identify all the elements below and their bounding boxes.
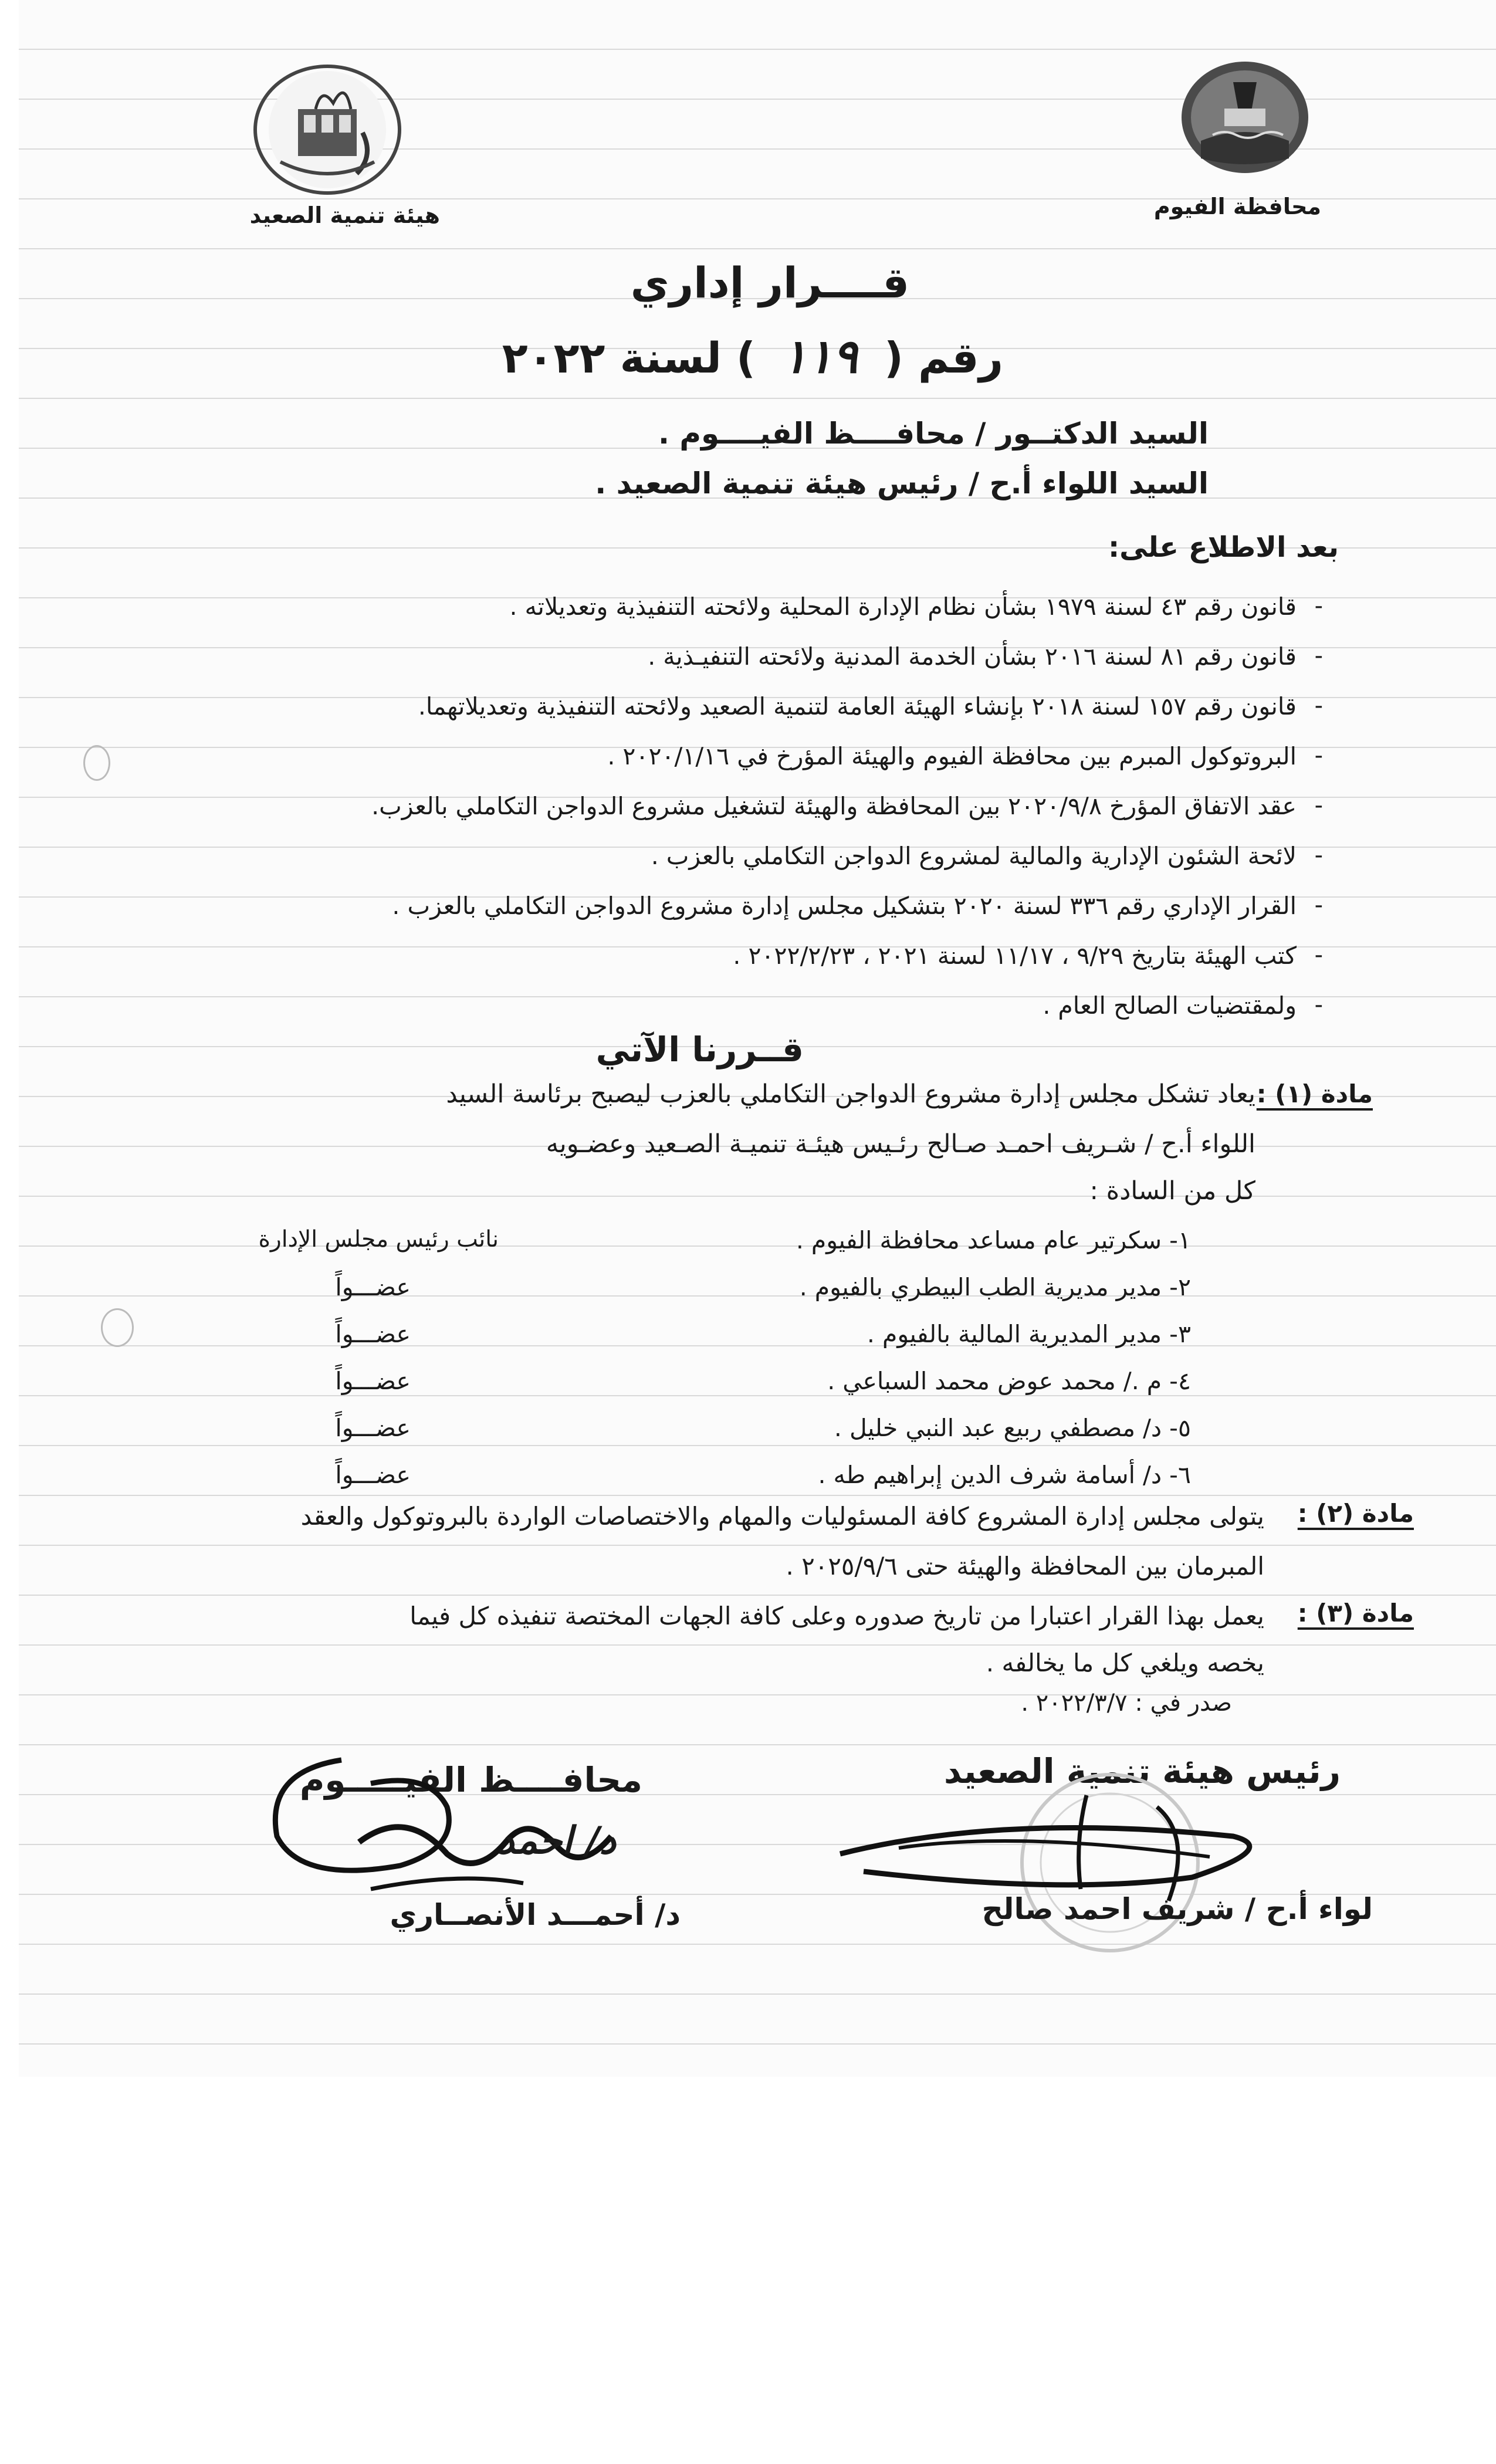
left-signatory-title: محافــــظ الفيـــــوم (299, 1760, 642, 1800)
article-1-line-3: كل من السادة : (1089, 1176, 1255, 1206)
reference-9: ولمقتضيات الصالح العام . (1043, 991, 1297, 1020)
addressee-2: السيد اللواء أ.ح / رئيس هيئة تنمية الصعيد . (595, 466, 1209, 500)
article-3-line-2: يخصه ويلغي كل ما يخالفه . (986, 1649, 1264, 1677)
decision-heading: قــررنا الآتي (595, 1030, 804, 1069)
left-handwritten-signature: د/ احمد (497, 1819, 616, 1863)
left-org-name: هيئة تنمية الصعيد (249, 202, 440, 228)
decision-number: ١١٩ (781, 329, 858, 384)
reference-3: قانون رقم ١٥٧ لسنة ٢٠١٨ بإنشاء الهيئة العامة لتنمية الصعيد ولائحته التنفيذية وتعديلاتهما. (418, 692, 1297, 720)
bullet: - (1314, 942, 1323, 969)
member-2-role: عضـــواً (335, 1273, 411, 1301)
article-1-line-2: اللواء أ.ح / شـريف احمـد صـالح رئـيس هيئـة تنميـة الصـعيد وعضـويه (546, 1129, 1255, 1159)
hole-punch-mark (83, 745, 110, 781)
decision-number-prefix: رقم ( (884, 333, 1003, 383)
reference-4: البروتوكول المبرم بين محافظة الفيوم والهيئة المؤرخ في ٢٠٢٠/١/١٦ . (607, 742, 1297, 770)
bullet: - (1314, 742, 1323, 769)
bullet: - (1314, 692, 1323, 719)
authority-emblem-icon (257, 68, 398, 191)
issue-date: صدر في : ٢٠٢٢/٣/٧ . (1021, 1690, 1232, 1717)
preamble-heading: بعد الاطلاع على: (1108, 531, 1339, 564)
reference-6: لائحة الشئون الإدارية والمالية لمشروع الدواجن التكاملي بالعزب . (651, 842, 1297, 870)
member-5-role: عضـــواً (335, 1414, 411, 1442)
document-page (19, 0, 1496, 2077)
article-1-line-1: يعاد تشكل مجلس إدارة مشروع الدواجن التكاملي بالعزب ليصبح برئاسة السيد (446, 1079, 1255, 1109)
member-6-name: ٦- د/ أسامة شرف الدين إبراهيم طه . (818, 1461, 1191, 1489)
reference-7: القرار الإداري رقم ٣٣٦ لسنة ٢٠٢٠ بتشكيل مجلس إدارة مشروع الدواجن التكاملي بالعزب . (392, 892, 1297, 920)
member-3-role: عضـــواً (335, 1320, 411, 1348)
member-3-name: ٣- مدير المديرية المالية بالفيوم . (867, 1320, 1191, 1348)
right-signatory-name: لواء أ.ح / شريف احمد صالح (981, 1892, 1373, 1926)
member-4-role: عضـــواً (335, 1367, 411, 1395)
left-signatory-name: د/ أحمـــد الأنصــاري (390, 1898, 681, 1932)
reference-2: قانون رقم ٨١ لسنة ٢٠١٦ بشأن الخدمة المدنية ولائحته التنفيـذية . (648, 642, 1297, 671)
addressee-1: السيد الدكتــور / محافــــظ الفيــــوم . (658, 417, 1209, 451)
page-bottom-margin (0, 2077, 1496, 2464)
reference-5: عقد الاتفاق المؤرخ ٢٠٢٠/٩/٨ بين المحافظة والهيئة لتشغيل مشروع الدواجن التكاملي بالعزب. (371, 792, 1297, 820)
decision-number-suffix: ) لسنة ٢٠٢٢ (502, 333, 756, 383)
bullet: - (1314, 593, 1323, 620)
member-6-role: عضـــواً (335, 1461, 411, 1489)
bullet: - (1314, 642, 1323, 669)
fayoum-governorate-logo (1177, 59, 1312, 176)
decision-number-line (502, 329, 1003, 384)
member-5-name: ٥- د/ مصطفي ربيع عبد النبي خليل . (834, 1414, 1191, 1442)
article-3-line-1: يعمل بهذا القرار اعتبارا من تاريخ صدوره وعلى كافة الجهات المختصة تنفيذه كل فيما (409, 1602, 1264, 1630)
article-2-line-2: المبرمان بين المحافظة والهيئة حتى ٢٠٢٥/٩/٦ . (786, 1552, 1264, 1580)
member-1-role: نائب رئيس مجلس الإدارة (258, 1226, 499, 1253)
article-1-label: مادة (١) : (1256, 1079, 1373, 1108)
member-1-name: ١- سكرتير عام مساعد محافظة الفيوم . (796, 1226, 1191, 1254)
article-3-label: مادة (٣) : (1297, 1599, 1414, 1627)
article-2-line-1: يتولى مجلس إدارة المشروع كافة المسئوليات والمهام والاختصاصات الواردة بالبروتوكول والعقد (300, 1502, 1264, 1531)
right-org-name: محافظة الفيوم (1153, 194, 1321, 219)
bullet: - (1314, 792, 1323, 819)
member-2-name: ٢- مدير مديرية الطب البيطري بالفيوم . (799, 1273, 1191, 1301)
member-4-name: ٤- م ./ محمد عوض محمد السباعي . (827, 1367, 1191, 1395)
document-title: قــــرار إداري (630, 258, 909, 307)
fayoum-emblem-icon (1177, 59, 1312, 176)
upper-egypt-authority-logo (253, 65, 401, 195)
article-2-label: مادة (٢) : (1297, 1499, 1414, 1528)
bullet: - (1314, 892, 1323, 919)
hole-punch-mark (101, 1308, 134, 1347)
bullet: - (1314, 991, 1323, 1018)
reference-1: قانون رقم ٤٣ لسنة ١٩٧٩ بشأن نظام الإدارة المحلية ولائحته التنفيذية وتعديلاته . (509, 593, 1297, 621)
reference-8: كتب الهيئة بتاريخ ٩/٢٩ ، ١١/١٧ لسنة ٢٠٢١ ، ٢٠٢٢/٢/٢٣ . (733, 942, 1297, 970)
bullet: - (1314, 842, 1323, 869)
right-signatory-title: رئيس هيئة تنمية الصعيد (943, 1751, 1341, 1791)
